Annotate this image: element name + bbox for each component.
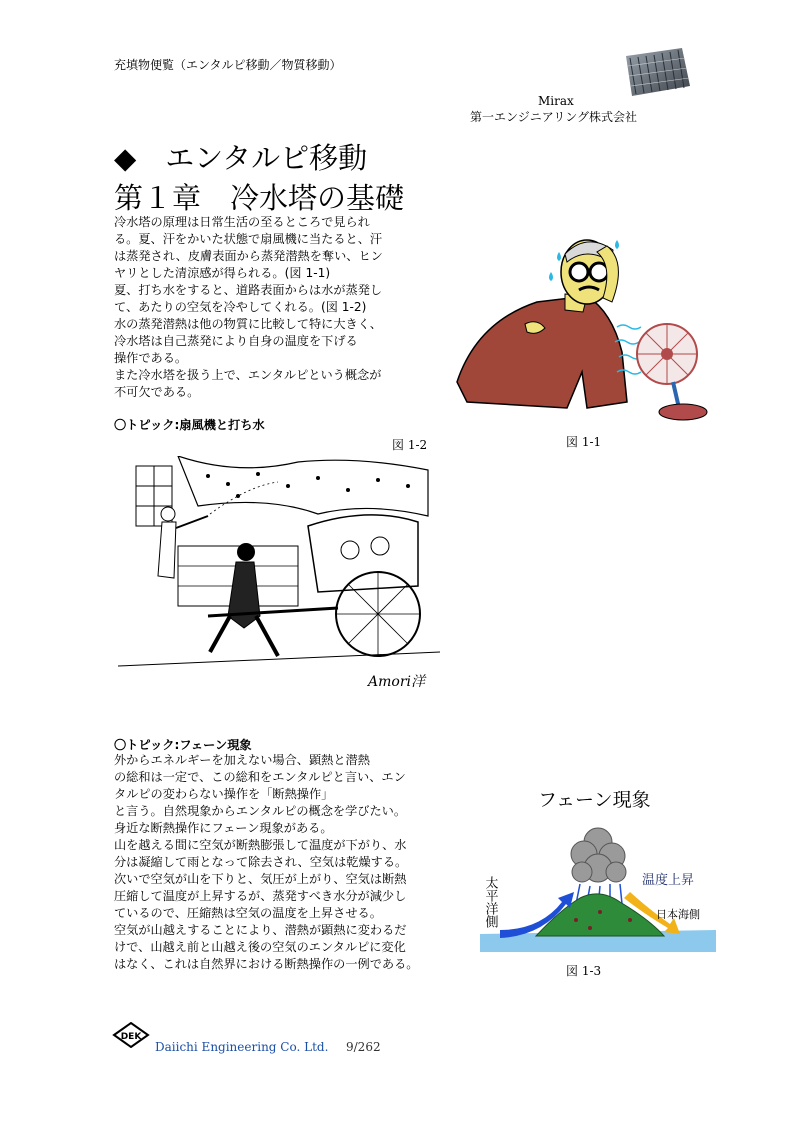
foehn-figure-title: フェーン現象 — [538, 789, 651, 811]
foehn-line: 圧縮して温度が上昇するが、蒸発すべき水分が減少し — [114, 889, 407, 903]
intro-paragraph — [114, 214, 444, 401]
intro-line: は蒸発され、皮膚表面から蒸発潜熱を奪い、ヒン — [114, 249, 383, 263]
intro-line: る。夏、汗をかいた状態で扇風機に当たると、汗 — [114, 232, 383, 246]
foehn-line: 山を越える間に空気が断熱膨張して温度が下がり、水 — [114, 838, 407, 852]
foehn-line: の総和は一定で、この総和をエンタルピと言い、エン — [114, 770, 406, 784]
intro-line: て、あたりの空気を冷やしてくれる。(図 1-2) — [114, 300, 367, 314]
foehn-line: 身近な断熱操作にフェーン現象がある。 — [114, 821, 333, 835]
foehn-line: タルピの変わらない操作を「断熱操作」 — [114, 787, 334, 801]
sketch-signature: Amori洋 — [368, 674, 425, 690]
topic-fan-heading: 〇トピック:扇風機と打ち水 — [114, 418, 265, 432]
temperature-rise-label: 温度上昇 — [642, 873, 695, 888]
dek-logo — [112, 1022, 150, 1048]
dek-logo-text: DEK — [120, 1032, 142, 1042]
intro-line: 冷水塔の原理は日常生活の至るところで見られ — [114, 215, 370, 229]
foehn-line: 次いで空気が山を下りと、気圧が上がり、空気は断熱 — [114, 872, 407, 886]
topic-foehn-heading: 〇トピック:フェーン現象 — [114, 738, 252, 752]
foehn-line: ているので、圧縮熱は空気の温度を上昇させる。 — [114, 906, 382, 920]
intro-line: 夏、打ち水をすると、道路表面からは水が蒸発し — [114, 283, 383, 297]
intro-line: ヤリとした清涼感が得られる。(図 1-1) — [114, 266, 331, 280]
foehn-line: はなく、これは自然界における断熱操作の一例である。 — [114, 957, 419, 971]
chapter-heading: 第１章 冷水塔の基礎 — [114, 181, 405, 215]
foehn-line: 外からエネルギーを加えない場合、顕熱と潜熱 — [114, 753, 370, 767]
footer-company-name: Daiichi Engineering Co. Ltd. — [155, 1040, 329, 1054]
mirax-packing-image — [622, 46, 692, 98]
foehn-line: 空気が山越えすることにより、潜熱が顕熱に変わるだ — [114, 923, 407, 937]
intro-line: 冷水塔は自己蒸発により自身の温度を下げる — [114, 334, 358, 348]
intro-line: 水の蒸発潜熱は他の物質に比較して特に大きく、 — [114, 317, 382, 331]
figure-foehn-phenomenon — [480, 780, 716, 960]
sea-of-japan-side-label: 日本海側 — [656, 908, 700, 921]
pacific-side-label: 太平洋側 — [482, 876, 498, 928]
figure-1-2-caption: 図 1-2 — [392, 438, 428, 452]
figure-1-1-caption: 図 1-1 — [566, 435, 602, 449]
figure-rickshaw-watering — [118, 456, 440, 696]
figure-man-with-fan — [447, 232, 709, 428]
foehn-line: 分は凝縮して雨となって除去され、空気は乾燥する。 — [114, 855, 408, 869]
intro-line: 操作である。 — [114, 351, 188, 365]
page-number: 9/262 — [346, 1040, 381, 1054]
foehn-line: と言う。自然現象からエンタルピの概念を学びたい。 — [114, 804, 407, 818]
foehn-paragraph — [114, 752, 460, 973]
company-name-english: Mirax — [538, 94, 574, 108]
document-header-title: 充填物便覧（エンタルピ移動／物質移動） — [114, 58, 342, 72]
intro-line: 不可欠である。 — [114, 385, 200, 399]
intro-line: また冷水塔を扱う上で、エンタルピという概念が — [114, 368, 382, 382]
figure-1-3-caption: 図 1-3 — [566, 964, 602, 978]
section-heading: ◆ エンタルピ移動 — [114, 141, 368, 175]
company-name-japanese: 第一エンジニアリング株式会社 — [470, 110, 637, 124]
foehn-line: けで、山越え前と山越え後の空気のエンタルピに変化 — [114, 940, 406, 954]
